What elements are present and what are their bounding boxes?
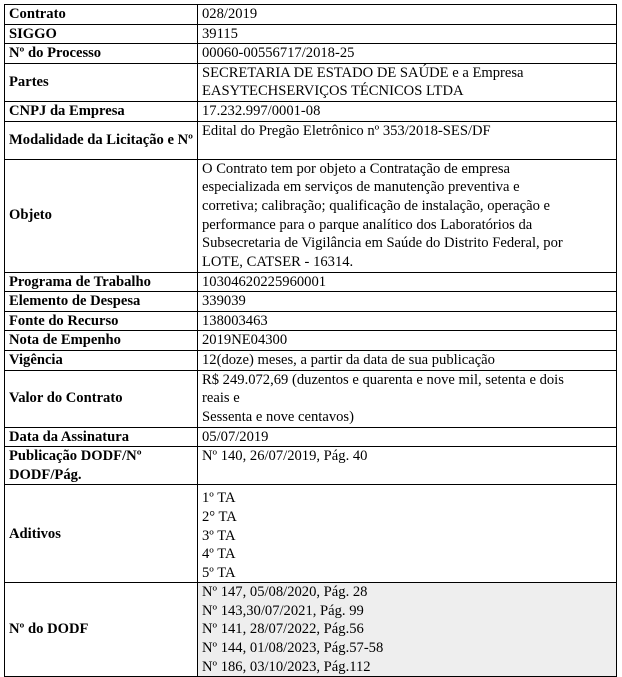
value-line: Nº 141, 28/07/2022, Pág.56 (202, 621, 364, 638)
row-label: Nº do DODF (5, 583, 198, 677)
value-line: SECRETARIA DE ESTADO DE SAÚDE e a Empresa (202, 64, 524, 81)
value-line: 4º TA (202, 546, 236, 563)
value-line: 10304620225960001 (202, 273, 327, 290)
value-line: 39115 (202, 25, 238, 42)
value-line: 00060-00556717/2018-25 (202, 45, 355, 62)
value-line: 5º TA (202, 564, 236, 581)
row-label: Modalidade da Licitação e Nº (5, 121, 198, 159)
row-value (198, 44, 617, 64)
value-line: 05/07/2019 (202, 428, 269, 445)
value-line: 12(doze) meses, a partir da data de sua publicação (202, 351, 495, 368)
row-label: Vigência (5, 350, 198, 370)
row-label: Programa de Trabalho (5, 272, 198, 292)
value-line: EASYTECHSERVIÇOS TÉCNICOS LTDA (202, 83, 464, 100)
value-line: LOTE, CATSER - 16314. (202, 253, 354, 270)
row-label: Nº do Processo (5, 44, 198, 64)
value-line: 2° TA (202, 508, 237, 525)
row-value (198, 331, 617, 351)
value-line: reais e (202, 390, 240, 407)
table-row (5, 101, 617, 121)
row-value (198, 159, 617, 272)
row-value (198, 370, 617, 427)
contract-summary-table (4, 4, 617, 677)
value-line: corretiva; calibração; qualificação de instalação, operação e (202, 197, 551, 214)
row-label: Aditivos (5, 485, 198, 583)
row-value (198, 311, 617, 331)
row-label: CNPJ da Empresa (5, 101, 198, 121)
value-line: Nº 147, 05/08/2020, Pág. 28 (202, 584, 368, 601)
table-row (5, 292, 617, 312)
value-line: Nº 140, 26/07/2019, Pág. 40 (202, 448, 368, 465)
value-line: 3º TA (202, 527, 236, 544)
row-value (198, 583, 617, 677)
row-value (198, 427, 617, 447)
row-value (198, 272, 617, 292)
row-label: Data da Assinatura (5, 427, 198, 447)
row-label: Fonte do Recurso (5, 311, 198, 331)
row-value (198, 350, 617, 370)
row-value (198, 447, 617, 485)
table-row (5, 331, 617, 351)
value-line: 1º TA (202, 490, 236, 507)
row-value (198, 63, 617, 101)
row-label: Elemento de Despesa (5, 292, 198, 312)
table-row (5, 272, 617, 292)
value-line: 028/2019 (202, 6, 258, 22)
row-value (198, 121, 617, 159)
value-line: R$ 249.072,69 (duzentos e quarenta e nove mil, setenta e dois (202, 371, 564, 388)
value-line: especializada em serviços de manutenção preventiva e (202, 179, 520, 196)
row-label: Contrato (5, 5, 198, 25)
value-line: O Contrato tem por objeto a Contratação de empresa (202, 160, 510, 177)
value-line: Nº 144, 01/08/2023, Pág.57-58 (202, 640, 384, 657)
value-line: 138003463 (202, 312, 268, 329)
table-row (5, 350, 617, 370)
row-value (198, 101, 617, 121)
table-row (5, 583, 617, 677)
value-line: Sessenta e nove centavos) (202, 408, 354, 425)
value-line: Subsecretaria de Vigilância em Saúde do Distrito Federal, por (202, 235, 563, 252)
table-row (5, 44, 617, 64)
value-line: 17.232.997/0001-08 (202, 102, 321, 119)
value-line: performance para o parque analítico dos Laboratórios da (202, 216, 533, 233)
table-row (5, 24, 617, 44)
table-row (5, 159, 617, 272)
row-value (198, 485, 617, 583)
table-row (5, 485, 617, 583)
row-label: Publicação DODF/Nº DODF/Pág. (5, 447, 198, 485)
value-line: Nº 186, 03/10/2023, Pág.112 (202, 658, 371, 675)
row-label: SIGGO (5, 24, 198, 44)
table-row (5, 447, 617, 485)
table-row (5, 427, 617, 447)
value-line: 2019NE04300 (202, 332, 288, 349)
value-line: Nº 143,30/07/2021, Pág. 99 (202, 602, 364, 619)
table-row (5, 5, 617, 25)
row-label: Objeto (5, 159, 198, 272)
value-line: Edital do Pregão Eletrônico nº 353/2018-SES/DF (202, 122, 491, 139)
value-line: 339039 (202, 293, 246, 310)
table-row (5, 311, 617, 331)
table-row (5, 63, 617, 101)
row-value (198, 5, 617, 25)
row-label: Partes (5, 63, 198, 101)
row-label: Nota de Empenho (5, 331, 198, 351)
row-value (198, 24, 617, 44)
table-row (5, 370, 617, 427)
row-label: Valor do Contrato (5, 370, 198, 427)
table-row (5, 121, 617, 159)
row-value (198, 292, 617, 312)
